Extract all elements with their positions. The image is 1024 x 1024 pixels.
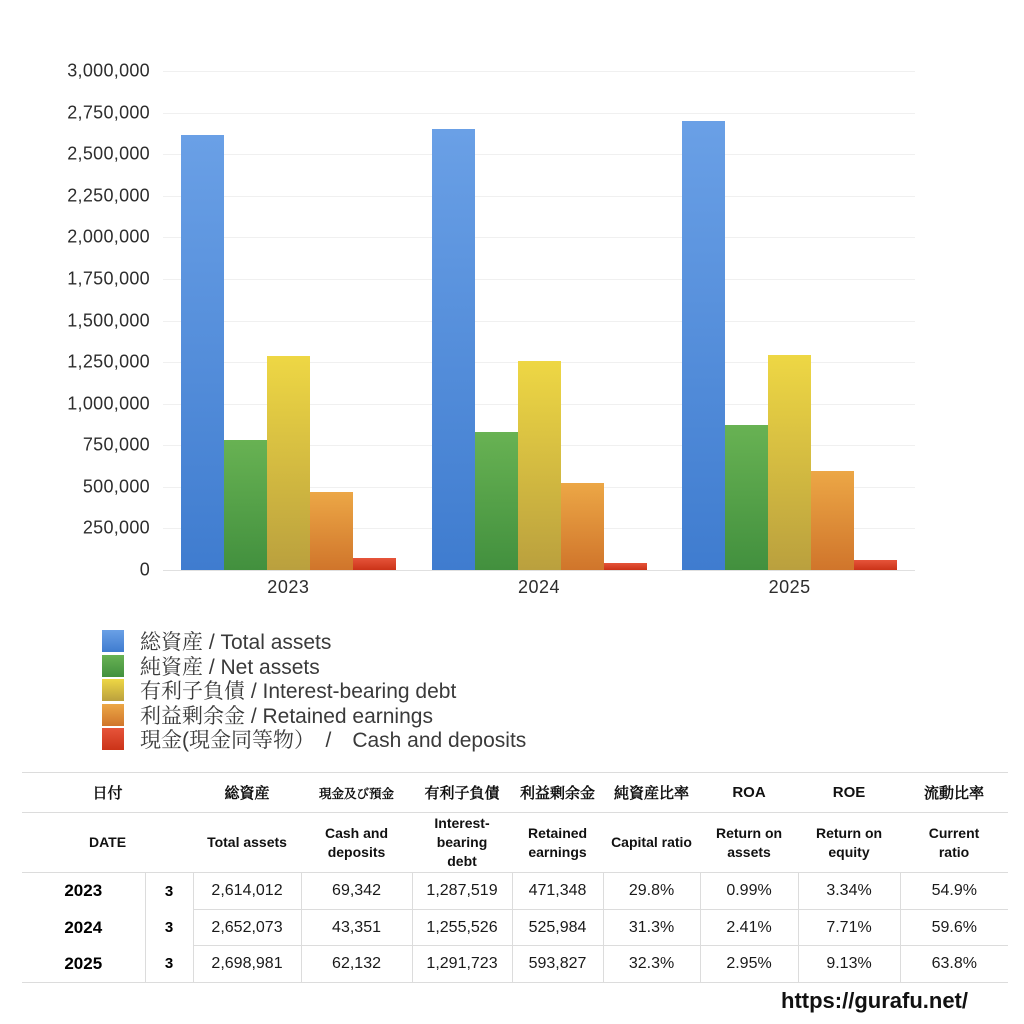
column-header-en-text: Interest-bearing debt: [434, 815, 490, 869]
table-cell-year: 2025: [22, 946, 145, 983]
table-cell-month: 3: [145, 946, 193, 983]
legend-label: 総資産 / Total assets: [140, 631, 332, 655]
table-row: [22, 873, 1008, 910]
y-axis-tick-label: 500,000: [82, 476, 150, 497]
bar-cash-2023: [353, 558, 396, 570]
column-header-en-text: Current ratio: [928, 824, 980, 860]
table-row: [22, 909, 1008, 946]
table-cell: 3.34%: [798, 873, 900, 910]
column-header-en: [301, 813, 412, 873]
table-cell: 59.6%: [900, 909, 1008, 946]
bar-net_assets-2024: [475, 432, 518, 570]
column-header-ja: ROE: [798, 773, 900, 813]
column-header-en-text: Capital ratio: [611, 834, 692, 851]
table-cell: 525,984: [512, 909, 603, 946]
table-cell: 69,342: [301, 873, 412, 910]
table-cell: 9.13%: [798, 946, 900, 983]
bar-cash-2024: [604, 563, 647, 570]
column-header-en-text: Return on assets: [715, 824, 783, 860]
y-axis-tick-label: 2,250,000: [67, 185, 150, 206]
legend-label: 有利子負債 / Interest-bearing debt: [140, 680, 457, 704]
gridline: [163, 237, 915, 238]
column-header-en-text: Total assets: [207, 834, 287, 851]
table-cell-year: 2023: [22, 873, 145, 910]
site-url: https://gurafu.net/: [781, 988, 968, 1013]
y-axis-tick-label: 0: [139, 559, 150, 580]
legend-swatch-retained_earnings: [102, 704, 124, 726]
table-cell: 29.8%: [603, 873, 700, 910]
table-cell: 1,287,519: [412, 873, 512, 910]
x-axis-label: 2025: [768, 577, 811, 597]
y-axis-tick-label: 750,000: [82, 434, 150, 455]
column-header-ja: 流動比率: [900, 773, 1008, 813]
y-axis-tick-label: 1,250,000: [67, 351, 150, 372]
column-header-en: DATE: [22, 813, 193, 873]
table-cell: 63.8%: [900, 946, 1008, 983]
table-cell: 2.95%: [700, 946, 798, 983]
bar-net_assets-2025: [725, 425, 768, 570]
column-header-ja: 現金及び預金: [301, 773, 412, 813]
x-axis-label: 2024: [517, 577, 561, 597]
table-cell: 2.41%: [700, 909, 798, 946]
chart-plot-area: [163, 71, 915, 597]
bar-net_assets-2023: [224, 440, 267, 570]
y-axis-tick-label: 1,500,000: [67, 310, 150, 330]
gridline: [163, 279, 915, 280]
table-cell: 31.3%: [603, 909, 700, 946]
bar-total_assets-2024: [432, 129, 475, 570]
column-header-en-text: Return on equity: [815, 824, 883, 860]
gridline: [163, 196, 915, 197]
table-cell: 2,698,981: [193, 946, 301, 983]
x-axis-label: 2023: [267, 577, 310, 597]
table-cell: 54.9%: [900, 873, 1008, 910]
gridline: [163, 154, 915, 155]
table-cell-year: 2024: [22, 909, 145, 946]
chart-legend: [102, 629, 526, 752]
column-header-en: [798, 813, 900, 873]
y-axis-tick-label: 2,000,000: [67, 226, 150, 247]
legend-label: 現金(現金同等物） / Cash and deposits: [140, 729, 527, 753]
gridline: [163, 71, 915, 72]
table-cell: 0.99%: [700, 873, 798, 910]
table-cell: 1,255,526: [412, 909, 512, 946]
table-cell: 593,827: [512, 946, 603, 983]
y-axis-tick-label: 1,000,000: [67, 393, 150, 414]
table-header-row-ja: [22, 773, 1008, 813]
bar-retained_earnings-2025: [811, 471, 854, 570]
column-header-ja: 有利子負債: [412, 773, 512, 813]
table-header-row-en: [22, 813, 1008, 873]
legend-swatch-net_assets: [102, 655, 124, 677]
column-header-ja: 日付: [22, 773, 193, 813]
legend-swatch-total_assets: [102, 630, 124, 652]
column-header-en-text: Retained earnings: [527, 824, 588, 860]
column-header-en: [900, 813, 1008, 873]
table-cell: 1,291,723: [412, 946, 512, 983]
bar-total_assets-2025: [682, 121, 725, 570]
column-header-ja: 純資産比率: [603, 773, 700, 813]
column-header-en: [603, 813, 700, 873]
table-cell: 2,652,073: [193, 909, 301, 946]
y-axis-tick-label: 1,750,000: [67, 268, 150, 289]
bar-interest_bearing_debt-2024: [518, 361, 561, 570]
bar-total_assets-2023: [181, 135, 224, 570]
y-axis-tick-label: 2,500,000: [67, 143, 150, 164]
bar-interest_bearing_debt-2023: [267, 356, 310, 570]
table-cell: 7.71%: [798, 909, 900, 946]
table-cell: 471,348: [512, 873, 603, 910]
column-header-en: [700, 813, 798, 873]
gridline: [163, 321, 915, 322]
bar-interest_bearing_debt-2025: [768, 355, 811, 570]
table-row: [22, 946, 1008, 983]
column-header-en-text: Cash and deposits: [325, 824, 389, 860]
legend-swatch-cash: [102, 728, 124, 750]
table-cell: 32.3%: [603, 946, 700, 983]
gridline: [163, 570, 915, 571]
legend-swatch-interest_bearing_debt: [102, 679, 124, 701]
gridline: [163, 113, 915, 114]
column-header-ja: 利益剰余金: [512, 773, 603, 813]
bar-retained_earnings-2023: [310, 492, 353, 570]
table-cell-month: 3: [145, 909, 193, 946]
bar-cash-2025: [854, 560, 897, 570]
column-header-en: [193, 813, 301, 873]
bar-retained_earnings-2024: [561, 483, 604, 570]
financial-table-wrap: [22, 772, 1008, 983]
table-cell: 2,614,012: [193, 873, 301, 910]
legend-label: 利益剰余金 / Retained earnings: [140, 704, 433, 728]
column-header-en: [512, 813, 603, 873]
y-axis-tick-label: 250,000: [82, 517, 150, 538]
table-cell: 62,132: [301, 946, 412, 983]
legend-label: 純資産 / Net assets: [140, 655, 320, 679]
y-axis-tick-label: 2,750,000: [67, 102, 150, 123]
y-axis-tick-label: 3,000,000: [67, 60, 150, 81]
column-header-ja: ROA: [700, 773, 798, 813]
column-header-ja: 総資産: [193, 773, 301, 813]
legend-item-cash: [102, 727, 526, 752]
table-cell: 43,351: [301, 909, 412, 946]
column-header-en: [412, 813, 512, 873]
table-cell-month: 3: [145, 873, 193, 910]
financial-table: [22, 772, 1008, 983]
